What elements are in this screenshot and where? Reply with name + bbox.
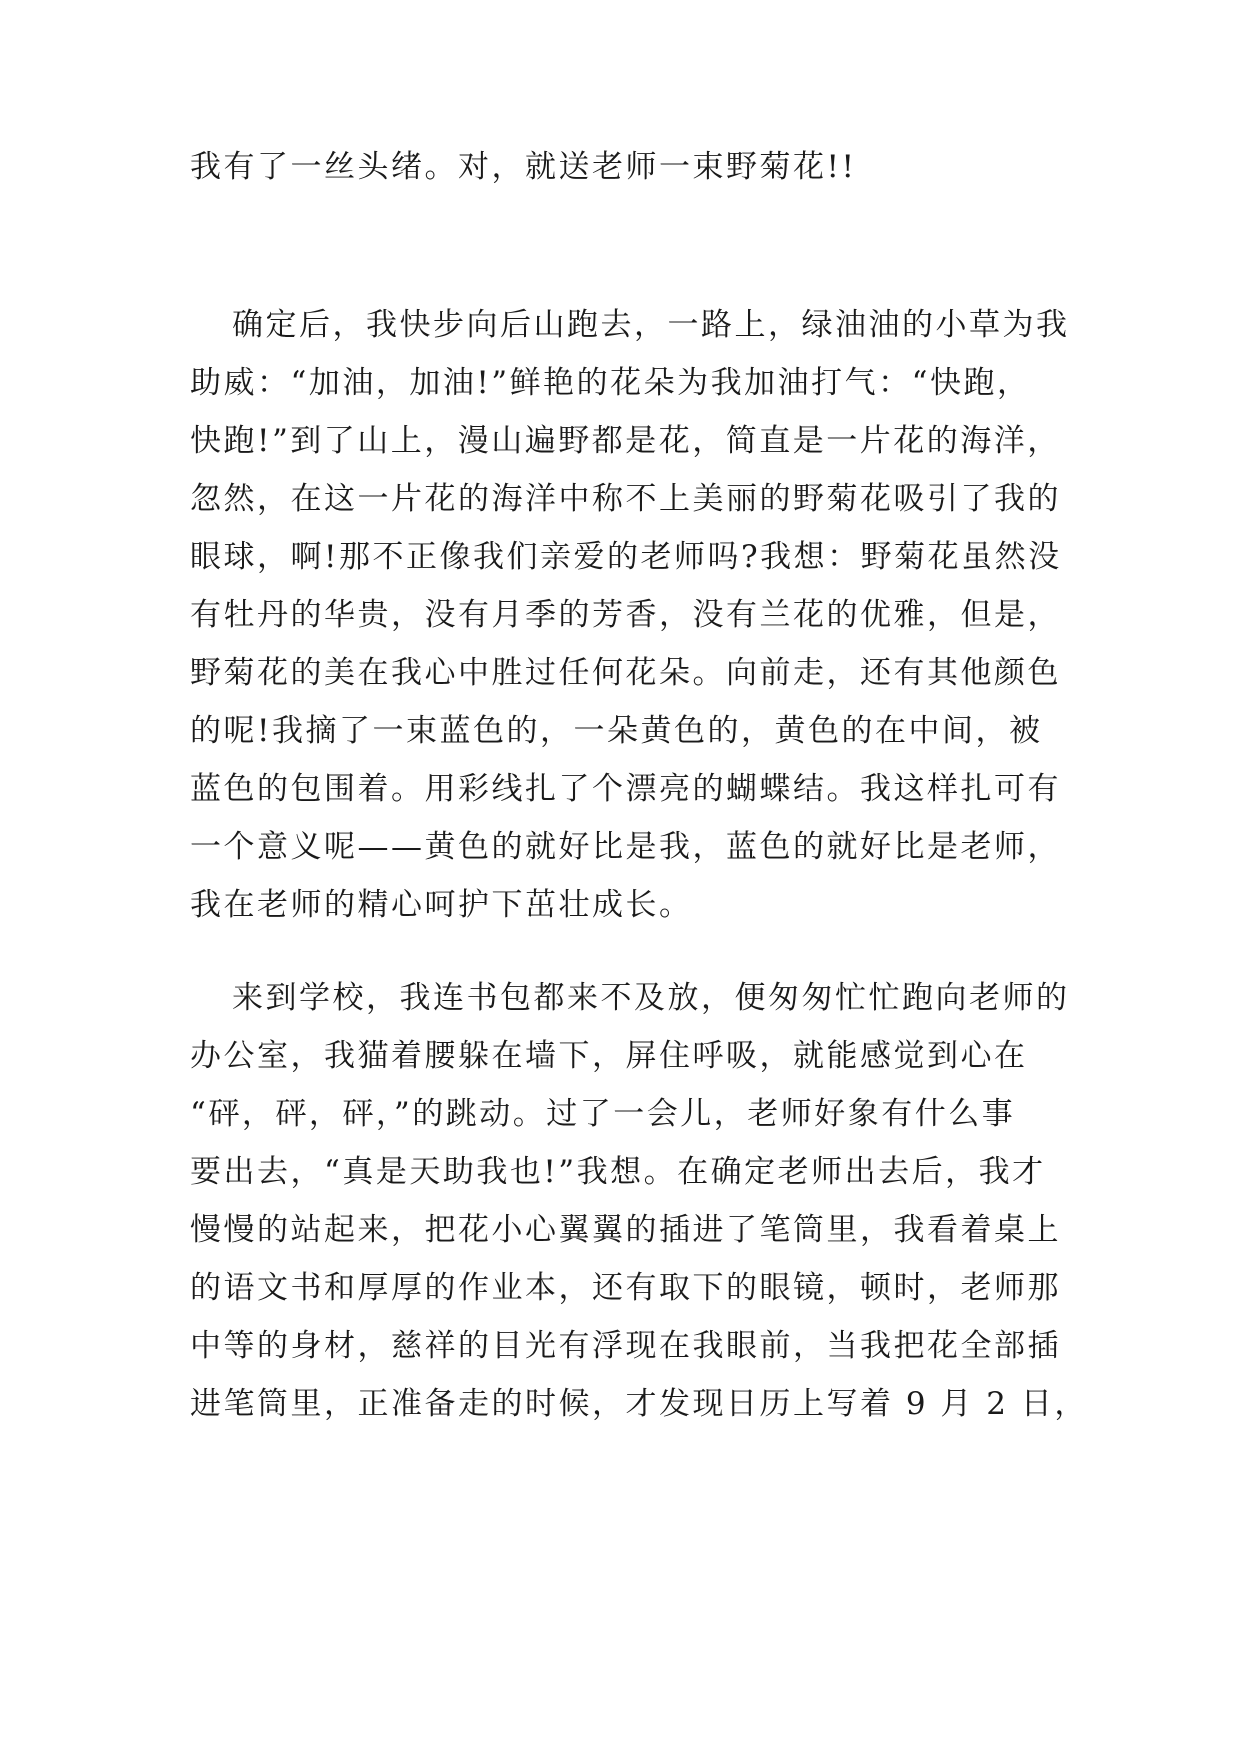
text-line: 慢慢的站起来，把花小心翼翼的插进了笔筒里，我看着桌上 bbox=[190, 1212, 1061, 1248]
text-line: 眼球，啊!那不正像我们亲爱的老师吗?我想：野菊花虽然没 bbox=[190, 539, 1062, 575]
paragraph-3 bbox=[190, 969, 1088, 1433]
text-line: 中等的身材，慈祥的目光有浮现在我眼前，当我把花全部插 bbox=[190, 1328, 1061, 1364]
text-line: 野菊花的美在我心中胜过任何花朵。向前走，还有其他颜色 bbox=[190, 655, 1061, 691]
text-line: 进笔筒里，正准备走的时候，才发现日历上写着 9 月 2 日， bbox=[190, 1386, 1088, 1422]
text-line: 我在老师的精心呵护下茁壮成长。 bbox=[190, 887, 693, 923]
text-line: 办公室，我猫着腰躲在墙下，屏住呼吸，就能感觉到心在 bbox=[190, 1038, 1028, 1074]
text-line: 我有了一丝头绪。对，就送老师一束野菊花!! bbox=[190, 149, 857, 185]
text-line: 的呢!我摘了一束蓝色的，一朵黄色的，黄色的在中间，被 bbox=[190, 713, 1043, 749]
paragraph-1 bbox=[190, 138, 1060, 196]
text-line: 一个意义呢——黄色的就好比是我，蓝色的就好比是老师， bbox=[190, 829, 1061, 865]
text-line: 有牡丹的华贵，没有月季的芳香，没有兰花的优雅，但是， bbox=[190, 597, 1061, 633]
text-line: “砰，砰，砰，”的跳动。过了一会儿，老师好象有什么事 bbox=[190, 1096, 1016, 1132]
text-line: 忽然，在这一片花的海洋中称不上美丽的野菊花吸引了我的 bbox=[190, 481, 1061, 517]
text-line: 来到学校，我连书包都来不及放，便匆匆忙忙跑向老师的 bbox=[232, 980, 1070, 1016]
text-line: 快跑!”到了山上，漫山遍野都是花，简直是一片花的海洋， bbox=[190, 423, 1061, 459]
text-line: 的语文书和厚厚的作业本，还有取下的眼镜，顿时，老师那 bbox=[190, 1270, 1061, 1306]
text-line: 确定后，我快步向后山跑去，一路上，绿油油的小草为我 bbox=[232, 307, 1070, 343]
text-line: 蓝色的包围着。用彩线扎了个漂亮的蝴蝶结。我这样扎可有 bbox=[190, 771, 1061, 807]
text-line: 助威：“加油，加油!”鲜艳的花朵为我加油打气：“快跑， bbox=[190, 365, 1031, 401]
paragraph-2 bbox=[190, 296, 1070, 934]
text-line: 要出去，“真是天助我也!”我想。在确定老师出去后，我才 bbox=[190, 1154, 1046, 1190]
